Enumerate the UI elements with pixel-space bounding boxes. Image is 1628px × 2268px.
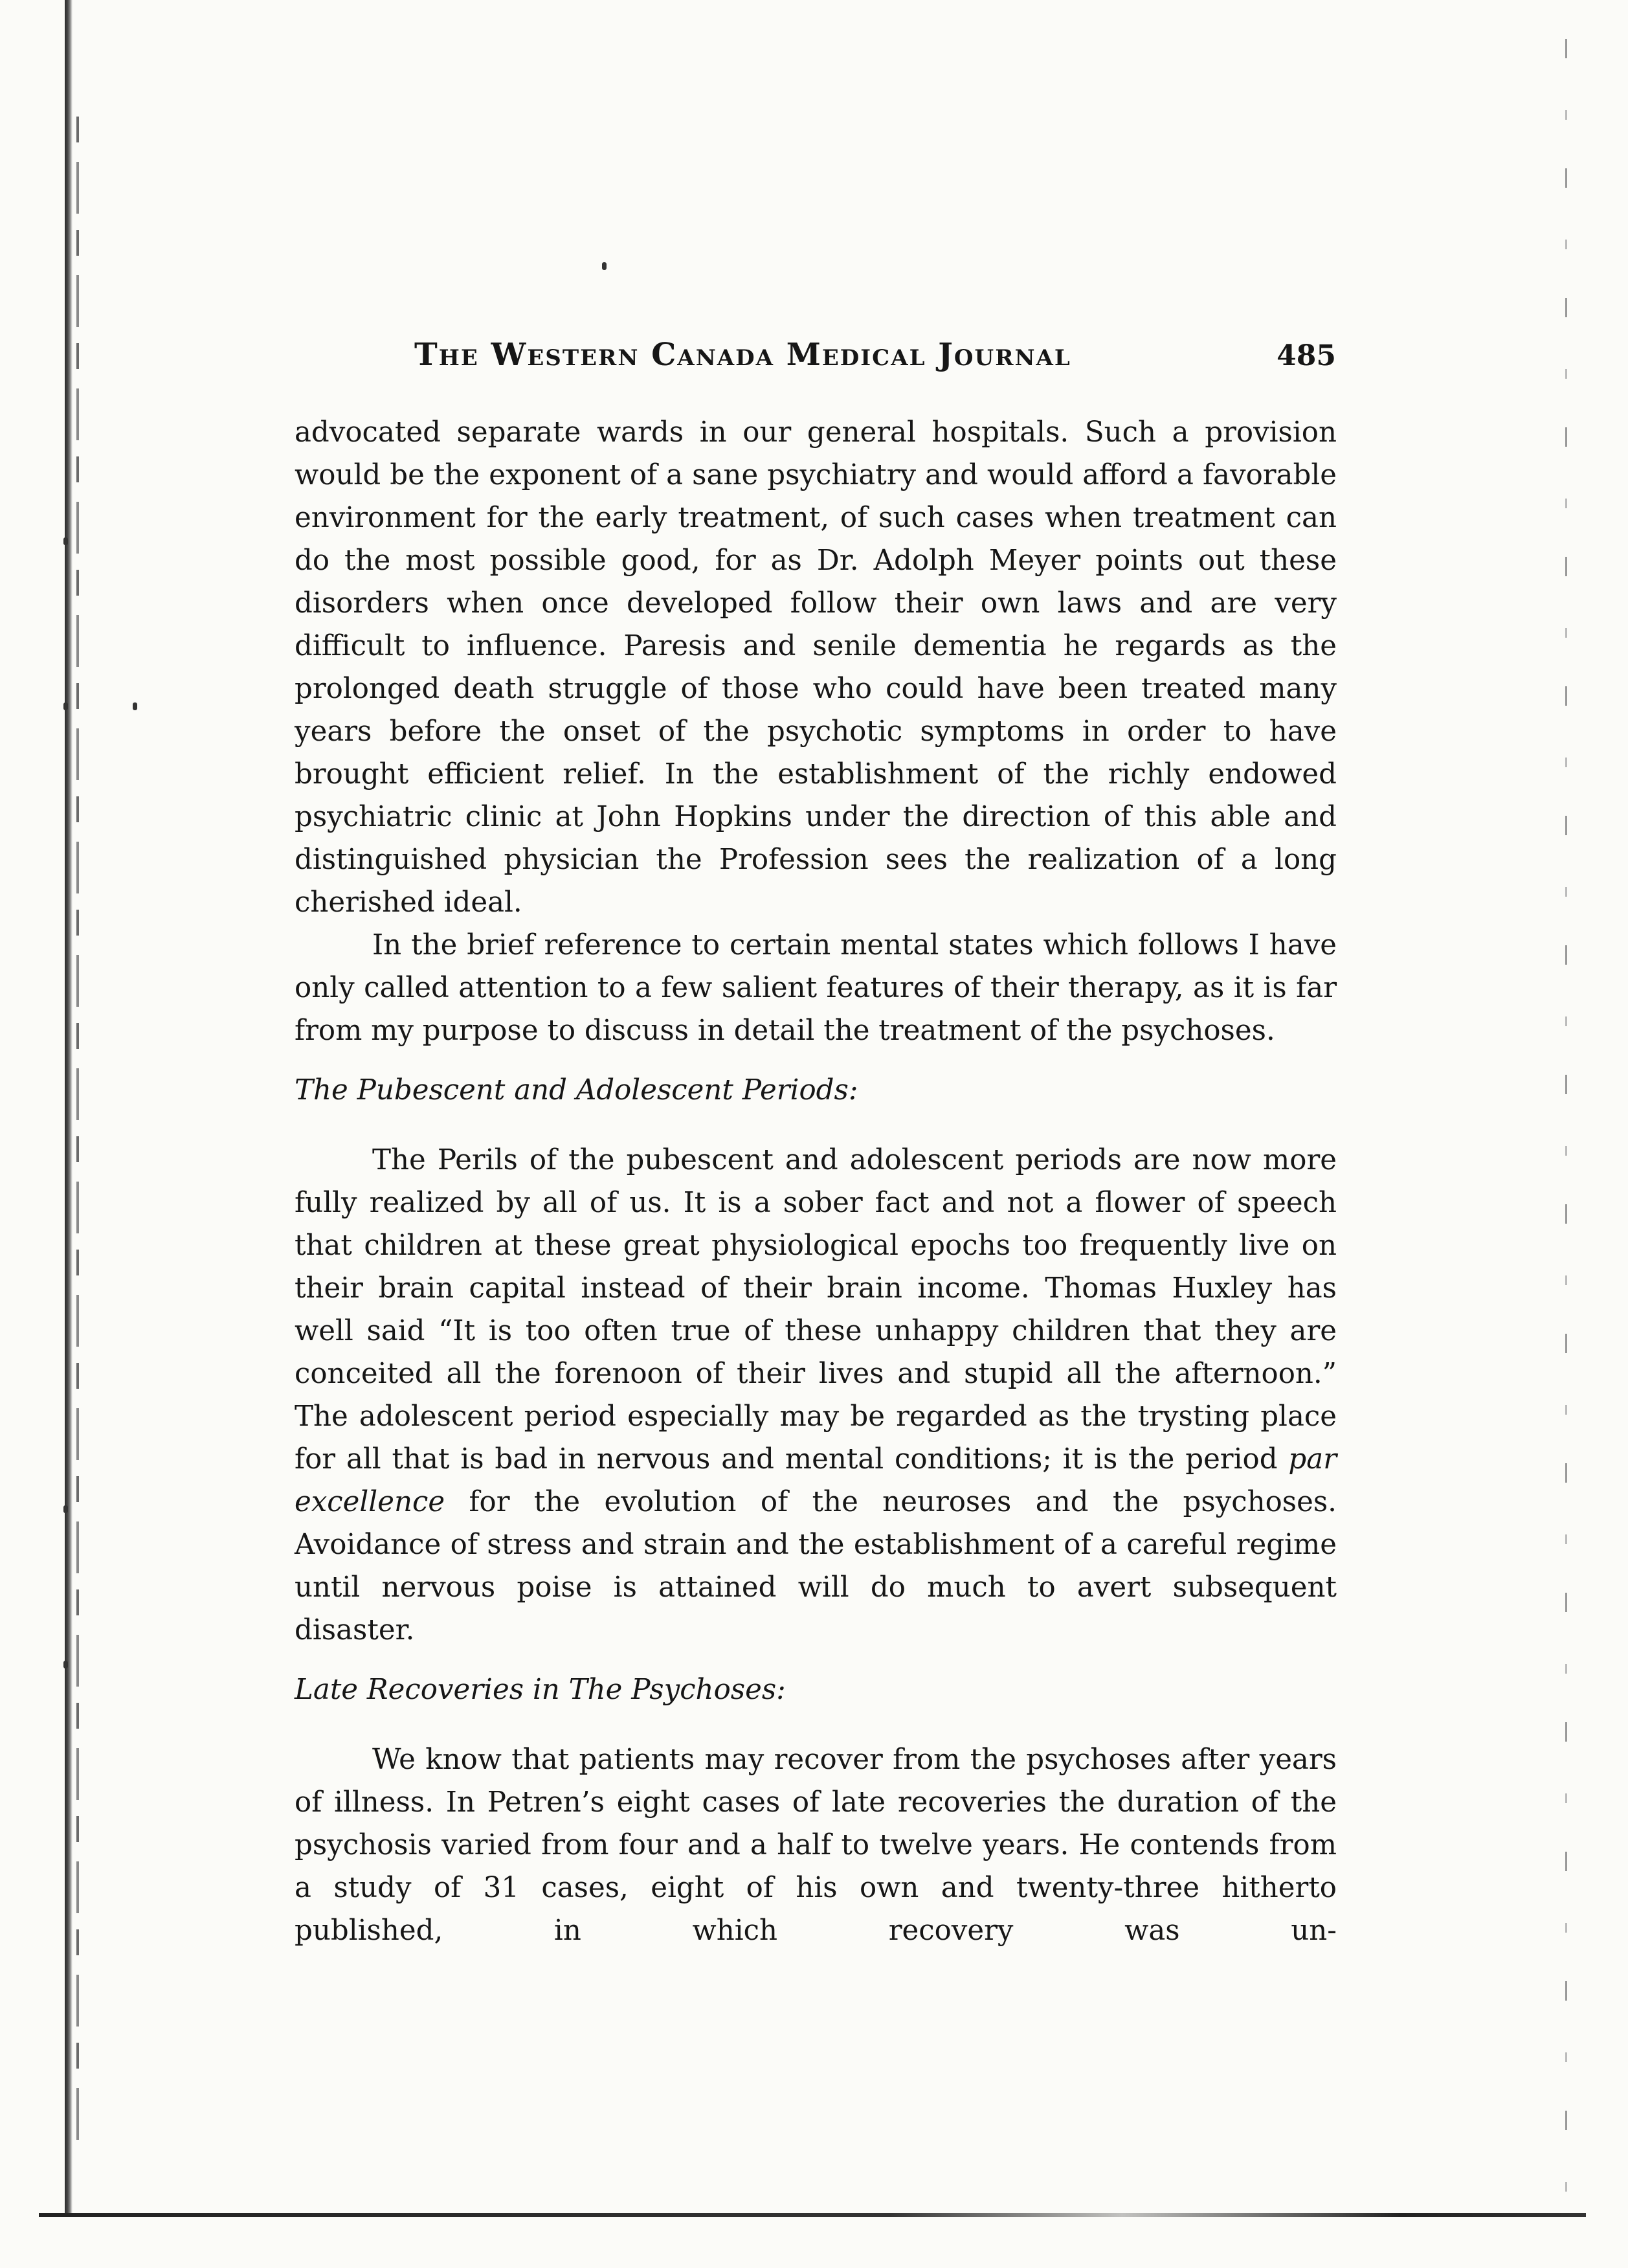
page-bottom-edge (39, 2213, 1586, 2217)
scan-speck (63, 702, 68, 710)
binding-shadow-inner (76, 117, 79, 2156)
scan-speck (602, 262, 607, 270)
paragraph-3-text-a: The Perils of the pubescent and adolescent periods are now more fully realized by all of us. It is a sober fact and not a flower of speech that children at these great physiological epochs too frequently live on their brain capital instead of their brain income. Thomas Huxley has well said “It is too often true of these unhappy children that they are conceited all the forenoon of their lives and stupid all the afternoon.” The adolescent period especially may be regarded as the trysting place for all that is bad in nervous and mental conditions; it is the period (295, 1144, 1337, 1476)
section-heading-pubescent: The Pubescent and Adolescent Periods: (295, 1074, 858, 1106)
spacer (295, 1052, 1337, 1069)
paragraph-3 (295, 1139, 1337, 1652)
paragraph-4: We know that patients may recover from the psychoses after years of illness. In Petren’s eight cases of late recoveries the duration of the psychosis varied from four and a half to twelve years. He contends from a study of 31 cases, eight of his own and twenty-three hitherto published, in which recovery was un- (295, 1744, 1337, 1947)
journal-title: The Western Canada Medical Journal (414, 337, 1071, 373)
scan-speck (133, 702, 137, 710)
right-edge-speckle (1565, 39, 1567, 2227)
scan-speck (63, 1505, 68, 1513)
scan-speck (63, 1661, 68, 1668)
paragraph-2: In the brief reference to certain mental states which follows I have only called attention to a few salient features of their therapy, as it is far from my purpose to discuss in detail the treatment of the psychoses. (295, 929, 1337, 1047)
paragraph-3-emphasis: par excellence (295, 1443, 1337, 1518)
page-number: 485 (1277, 339, 1336, 372)
paragraph-3-text-b: for the evolution of the neuroses and the psychoses. Avoidance of stress and strain and the establishment of a careful regime until nervous poise is attained will do much to avert subsequent disaster. (295, 1486, 1337, 1646)
spacer (295, 1711, 1337, 1738)
running-header (414, 337, 1336, 382)
section-heading-late-recoveries: Late Recoveries in The Psychoses: (295, 1674, 786, 1706)
spacer (295, 1112, 1337, 1139)
paragraph-1: advocated separate wards in our general hospitals. Such a provision would be the exponent of a sane psychiatry and would afford a favorable environment for the early treatment, of such cases when treatment can do the most possible good, for as Dr. Adolph Meyer points out these disorders when once developed follow their own laws and are very difficult to influence. Paresis and senile dementia he regards as the prolonged death struggle of those who could have been treated many years before the onset of the psychotic symptoms in order to have brought efficient relief. In the establishment of the richly endowed psychiatric clinic at John Hopkins under the direction of this able and distinguished physician the Profession sees the realization of a long cherished ideal. (295, 416, 1337, 919)
binding-shadow (65, 0, 72, 2214)
article-body (295, 411, 1337, 1952)
spacer (295, 1652, 1337, 1668)
scan-speck (63, 537, 68, 545)
